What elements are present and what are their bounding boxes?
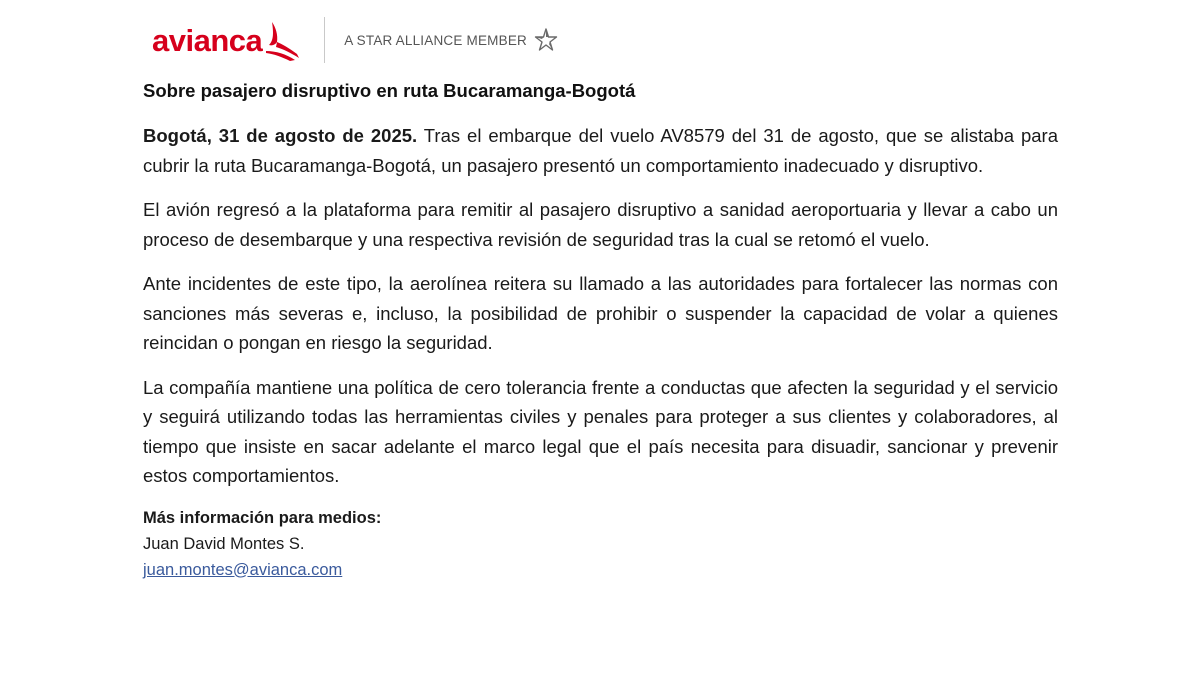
avianca-logo [152, 16, 302, 64]
contact-heading: Más información para medios: [143, 508, 382, 527]
star-alliance-badge [344, 27, 559, 53]
paragraph-1 [143, 121, 1058, 180]
paragraph-4: La compañía mantiene una política de cero tolerancia frente a conductas que afecten la seguridad y el servicio y seguirá utilizando todas las herramientas civiles y penales para proteger a sus clientes y colaboradores, al tiempo que insiste en sacar adelante el marco legal que el país necesita para disuadir, sancionar y prevenir estos comportamientos. [143, 376, 1058, 486]
paragraph-3: Ante incidentes de este tipo, la aerolínea reitera su llamado a las autoridades para fortalecer las normas con sanciones más severas e, incluso, la posibilidad de prohibir o suspender la capacidad de volar a quienes reincidan o pongan en riesgo la seguridad. [143, 273, 1058, 353]
document-body [143, 78, 1058, 583]
document-title: Sobre pasajero disruptivo en ruta Bucaramanga-Bogotá [143, 80, 636, 101]
star-alliance-icon [533, 27, 559, 53]
alliance-text: A STAR ALLIANCE MEMBER [344, 32, 527, 48]
header-divider [324, 17, 325, 63]
contact-name: Juan David Montes S. [143, 534, 305, 553]
letterhead [152, 16, 559, 64]
dateline: Bogotá, 31 de agosto de 2025. [143, 125, 418, 146]
media-contact [143, 505, 1058, 583]
paragraph-2: El avión regresó a la plataforma para remitir al pasajero disruptivo a sanidad aeroportuaria y llevar a cabo un proceso de desembarque y una respectiva revisión de seguridad tras la cual se retomó el vuelo. [143, 199, 1058, 250]
paragraph-1-text: Tras el embarque del vuelo AV8579 del 31 de agosto, que se alistaba para cubrir la ruta Bucaramanga-Bogotá, un pasajero presentó un comportamiento inadecuado y disruptivo. [143, 125, 1058, 176]
avianca-bird-icon [262, 18, 302, 62]
contact-email-link[interactable]: juan.montes@avianca.com [143, 560, 343, 579]
brand-name: avianca [152, 22, 263, 58]
